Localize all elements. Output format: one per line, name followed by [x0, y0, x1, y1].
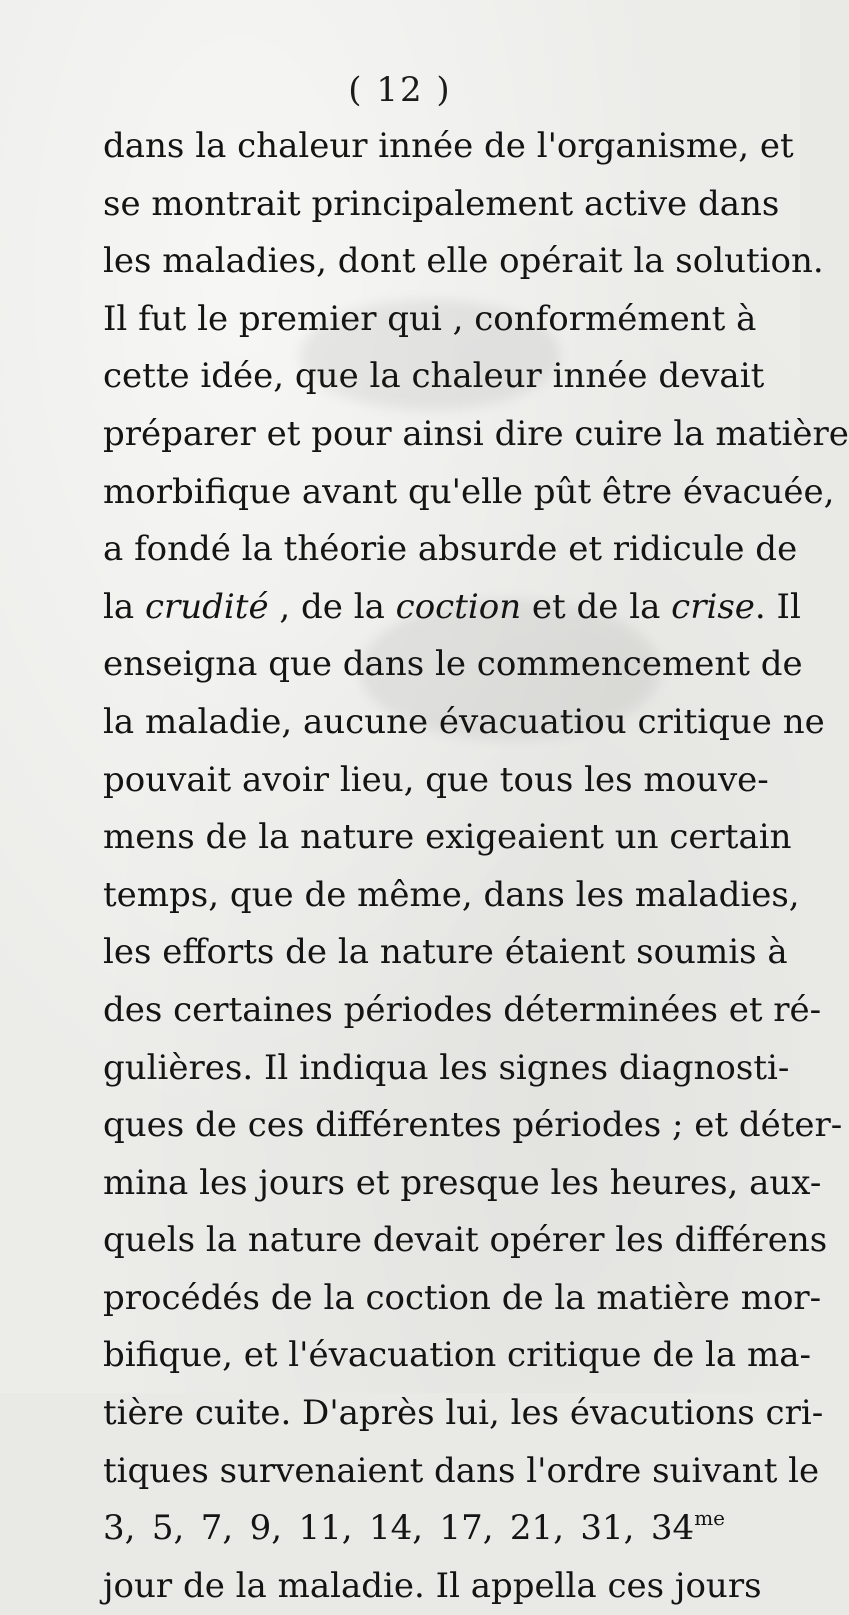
text-segment: et de la	[521, 586, 672, 627]
text-segment: les efforts de la nature étaient soumis à	[103, 932, 788, 973]
body-text	[103, 118, 849, 1615]
text-segment: bifique, et l'évacuation critique de la ma-	[103, 1335, 811, 1376]
italic-term: crudité	[144, 586, 269, 627]
text-segment: temps, que de même, dans les maladies,	[103, 874, 800, 915]
page-number: ( 12 )	[348, 70, 452, 110]
text-line	[103, 1155, 822, 1213]
text-line	[103, 521, 798, 579]
text-line	[103, 1212, 828, 1270]
text-segment: mens de la nature exigeaient un certain	[103, 817, 792, 858]
text-segment: , de la	[268, 586, 396, 627]
text-line	[103, 1097, 843, 1155]
text-segment: dans la chaleur innée de l'organisme, et	[103, 126, 794, 166]
text-line	[103, 348, 765, 406]
text-line	[103, 176, 780, 234]
text-line	[103, 1040, 790, 1098]
text-segment: . Il	[754, 586, 801, 627]
text-segment: a fondé la théorie absurde et ridicule de	[103, 529, 798, 570]
text-segment: la maladie, aucune évacuatiou critique ne	[103, 701, 825, 742]
text-segment: jour de la maladie. Il appella ces jours	[103, 1565, 762, 1606]
text-segment: les maladies, dont elle opérait la solution.	[103, 241, 824, 282]
text-line	[103, 233, 824, 291]
italic-term: coction	[395, 586, 522, 627]
text-segment: gulières. Il indiqua les signes diagnosti-	[103, 1047, 790, 1088]
text-line	[103, 982, 822, 1040]
text-segment: cette idée, que la chaleur innée devait	[103, 356, 765, 397]
text-segment: enseigna que dans le commencement de	[103, 644, 803, 685]
text-segment: des certaines périodes déterminées et ré-	[103, 989, 822, 1030]
text-line	[103, 924, 788, 982]
text-segment: procédés de la coction de la matière mor-	[103, 1277, 822, 1318]
text-segment: morbifique avant qu'elle pût être évacuée,	[103, 471, 835, 512]
text-line	[103, 291, 757, 349]
text-line	[103, 1443, 820, 1501]
text-segment: mina les jours et presque les heures, aux-	[103, 1162, 822, 1203]
text-segment: tière cuite. D'après lui, les évacutions cri-	[103, 1393, 824, 1434]
text-line	[103, 809, 792, 867]
text-line	[103, 1327, 811, 1385]
text-line	[103, 1558, 762, 1615]
italic-term: crise	[671, 586, 755, 627]
text-segment: ques de ces différentes périodes ; et déter-	[103, 1105, 843, 1146]
text-segment: pouvait avoir lieu, que tous les mouve-	[103, 759, 769, 800]
text-line	[103, 406, 849, 464]
text-line	[103, 694, 825, 752]
text-segment: 3, 5, 7, 9, 11, 14, 17, 21, 31, 34	[103, 1508, 695, 1549]
text-line	[103, 464, 835, 522]
text-line	[103, 752, 769, 810]
text-line	[103, 118, 794, 176]
text-segment: tiques survenaient dans l'ordre suivant le	[103, 1450, 820, 1491]
text-line	[103, 636, 803, 694]
text-line	[103, 1270, 822, 1328]
text-line	[103, 579, 801, 637]
ordinal-suffix: me	[694, 1506, 725, 1531]
text-segment: la	[103, 586, 145, 627]
text-segment: préparer et pour ainsi dire cuire la matière	[103, 413, 849, 454]
text-line	[103, 1500, 725, 1558]
text-segment: Il fut le premier qui , conformément à	[103, 298, 757, 339]
text-line	[103, 867, 800, 925]
text-segment: quels la nature devait opérer les différens	[103, 1220, 828, 1261]
text-segment: se montrait principalement active dans	[103, 183, 780, 224]
text-line	[103, 1385, 824, 1443]
